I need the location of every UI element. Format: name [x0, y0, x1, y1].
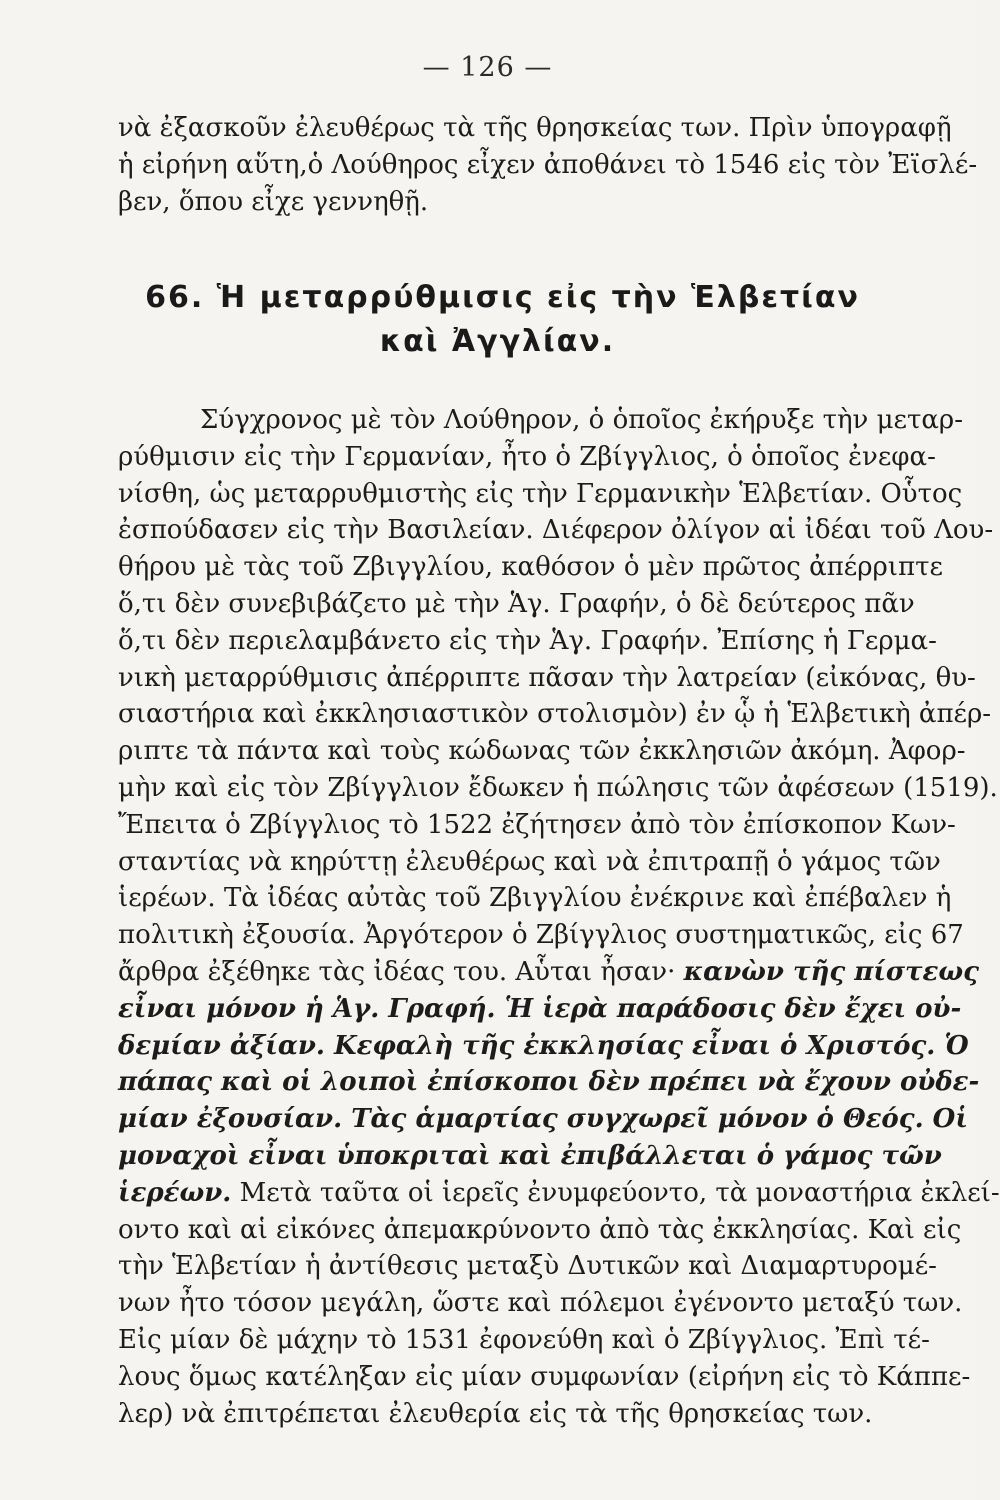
- text-segment: λερ) νὰ ἐπιτρέπεται ἐλευθερία εἰς τὰ τῆς θρησκείας των.: [118, 1398, 873, 1429]
- emphasized-text: μοναχοὶ εἶναι ὑποκριταὶ καὶ ἐπιβάλλεται ὁ γάμος τῶν: [118, 1140, 942, 1171]
- intro-paragraph: [118, 110, 978, 220]
- text-line: [118, 807, 956, 844]
- text-segment: ἐσπούδασεν εἰς τὴν Βασιλείαν. Διέφερον ὀλίγον αἱ ἰδέαι τοῦ Λου-: [118, 515, 994, 546]
- text-line: [118, 402, 963, 439]
- text-line: [118, 1285, 963, 1322]
- text-line: [118, 1101, 968, 1138]
- text-segment: ἄρθρα ἐξέθηκε τὰς ἰδέας του. Αὗται ἦσαν·: [118, 956, 684, 987]
- emphasized-text: ἱερέων.: [118, 1177, 232, 1208]
- emphasized-text: πάπας καὶ οἱ λοιποὶ ἐπίσκοποι δὲν πρέπει νὰ ἔχουν οὐδε-: [118, 1067, 980, 1098]
- text-segment: Μετὰ ταῦτα οἱ ἱερεῖς ἐνυμφεύοντο, τὰ μοναστήρια ἐκλεί-: [231, 1177, 1000, 1208]
- text-segment: τὴν Ἑλβετίαν ἡ ἀντίθεσις μεταξὺ Δυτικῶν καὶ Διαμαρτυρομέ-: [118, 1251, 937, 1282]
- text-line: [118, 954, 979, 991]
- text-segment: νικὴ μεταρρύθμισις ἀπέρριπτε πᾶσαν τὴν λατρείαν (εἰκόνας, θυ-: [118, 662, 976, 693]
- text-line: [118, 770, 998, 807]
- text-line: [118, 1359, 971, 1396]
- text-line: [118, 844, 941, 881]
- text-segment: Ἔπειτα ὁ Ζβίγγλιος τὸ 1522 ἐζήτησεν ἀπὸ τὸν ἐπίσκοπον Κων-: [118, 809, 956, 840]
- text-line: [118, 917, 964, 954]
- page-number: — 126 —: [422, 52, 553, 83]
- text-segment: Σύγχρονος μὲ τὸν Λούθηρον, ὁ ὁποῖος ἐκήρυξε τὴν μεταρ-: [200, 405, 963, 435]
- text-line: [118, 1396, 908, 1433]
- emphasized-text: μίαν ἐξουσίαν. Τὰς ἁμαρτίας συγχωρεῖ μόνον ὁ Θεός. Οἱ: [118, 1104, 968, 1135]
- text-line: [118, 549, 943, 586]
- text-segment: νων ἦτο τόσον μεγάλη, ὥστε καὶ πόλεμοι ἐγένοντο μεταξύ των.: [118, 1288, 963, 1319]
- text-line: [118, 733, 966, 770]
- emphasized-text: εἶναι μόνον ἡ Ἁγ. Γραφή. Ἡ ἱερὰ παράδοσις δὲν ἔχει οὐ-: [118, 993, 962, 1024]
- text-line: ἡ εἰρήνη αὕτη,ὁ Λούθηρος εἶχεν ἀποθάνει τὸ 1546 εἰς τὸν Ἐϊσλέ-: [118, 149, 978, 180]
- text-segment: ριπτε τὰ πάντα καὶ τοὺς κώδωνας τῶν ἐκκλησιῶν ἀκόμη. Ἀφορ-: [118, 736, 966, 767]
- text-line: [118, 991, 962, 1028]
- text-segment: σιαστήρια καὶ ἐκκλησιαστικὸν στολισμὸν) ἐν ᾧ ἡ Ἑλβετικὴ ἀπέρ-: [118, 699, 992, 730]
- text-segment: ὅ,τι δὲν συνεβιβάζετο μὲ τὴν Ἁγ. Γραφήν, ὁ δὲ δεύτερος πᾶν: [118, 588, 915, 619]
- text-line: [118, 1064, 980, 1101]
- text-line: [118, 1175, 1000, 1212]
- text-line: [118, 586, 915, 623]
- text-line: [118, 1212, 962, 1249]
- section-heading-line-1: 66. Ἡ μεταρρύθμισις εἰς τὴν Ἑλβετίαν: [145, 280, 860, 315]
- text-segment: νίσθη, ὡς μεταρρυθμιστὴς εἰς τὴν Γερμανικὴν Ἑλβετίαν. Οὗτος: [118, 478, 963, 509]
- text-line: [118, 623, 937, 660]
- text-segment: σταντίας νὰ κηρύττῃ ἐλευθέρως καὶ νὰ ἐπιτραπῇ ὁ γάμος τῶν: [118, 846, 941, 877]
- text-line: [118, 1322, 930, 1359]
- text-line: [118, 1028, 969, 1065]
- emphasized-text: κανὼν τῆς πίστεως: [683, 956, 979, 987]
- text-line: [118, 1138, 942, 1175]
- text-line: [118, 1248, 937, 1285]
- text-line: [118, 439, 936, 476]
- text-segment: λους ὅμως κατέληξαν εἰς μίαν συμφωνίαν (εἰρήνη εἰς τὸ Κάππε-: [118, 1361, 971, 1392]
- text-line: [118, 880, 952, 917]
- text-line: βεν, ὅπου εἶχε γεννηθῇ.: [118, 186, 429, 217]
- text-line: [118, 696, 992, 733]
- text-segment: θήρου μὲ τὰς τοῦ Ζβιγγλίου, καθόσον ὁ μὲν πρῶτος ἀπέρριπτε: [118, 552, 943, 583]
- section-heading-line-2: καὶ Ἀγγλίαν.: [379, 324, 616, 359]
- text-segment: Εἰς μίαν δὲ μάχην τὸ 1531 ἐφονεύθη καὶ ὁ Ζβίγγλιος. Ἐπὶ τέ-: [118, 1324, 930, 1355]
- text-segment: μὴν καὶ εἰς τὸν Ζβίγγλιον ἔδωκεν ἡ πώλησις τῶν ἀφέσεων (1519).: [118, 772, 998, 803]
- text-line: νὰ ἐξασκοῦν ἐλευθέρως τὰ τῆς θρησκείας των. Πρὶν ὑπογραφῇ: [118, 113, 952, 143]
- body-paragraph: [118, 402, 1000, 1432]
- text-line: [118, 476, 963, 513]
- text-segment: πολιτικὴ ἐξουσία. Ἀργότερον ὁ Ζβίγγλιος συστηματικῶς, εἰς 67: [118, 920, 964, 951]
- text-line: [118, 512, 994, 549]
- text-segment: ρύθμισιν εἰς τὴν Γερμανίαν, ἦτο ὁ Ζβίγγλιος, ὁ ὁποῖος ἐνεφα-: [118, 441, 936, 472]
- text-segment: οντο καὶ αἱ εἰκόνες ἀπεμακρύνοντο ἀπὸ τὰς ἐκκλησίας. Καὶ εἰς: [118, 1214, 962, 1245]
- text-line: [118, 660, 976, 697]
- emphasized-text: δεμίαν ἀξίαν. Κεφαλὴ τῆς ἐκκλησίας εἶναι ὁ Χριστός. Ὁ: [118, 1030, 969, 1061]
- text-segment: ἱερέων. Τὰ ἰδέας αὐτὰς τοῦ Ζβιγγλίου ἐνέκρινε καὶ ἐπέβαλεν ἡ: [118, 883, 952, 914]
- text-segment: ὅ,τι δὲν περιελαμβάνετο εἰς τὴν Ἁγ. Γραφήν. Ἐπίσης ἡ Γερμα-: [118, 625, 937, 656]
